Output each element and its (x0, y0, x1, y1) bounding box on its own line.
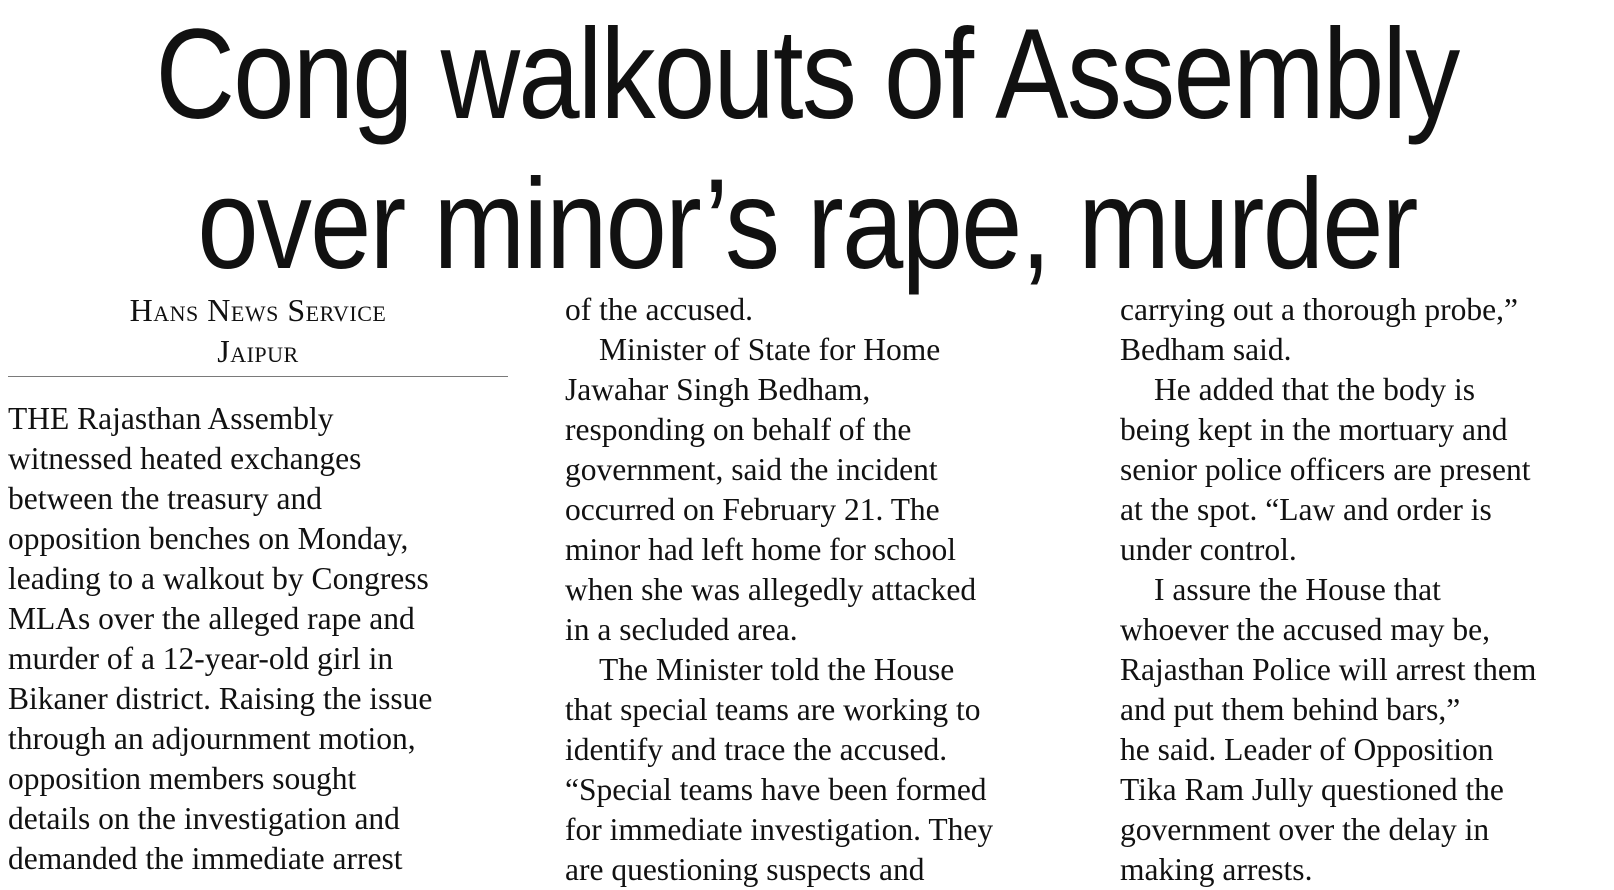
text-line: being kept in the mortuary and (1120, 412, 1508, 447)
text-line: MLAs over the alleged rape and (8, 601, 415, 636)
text-line: identify and trace the accused. (565, 732, 948, 767)
text-line: and put them behind bars,” (1120, 692, 1461, 727)
text-line: whoever the accused may be, (1120, 612, 1490, 647)
text-line: murder of a 12-year-old girl in (8, 641, 394, 676)
text-line: Jawahar Singh Bedham, (565, 372, 871, 407)
text-line: government over the delay in (1120, 812, 1490, 847)
text-line: Bikaner district. Raising the issue (8, 681, 433, 716)
text-line: opposition benches on Monday, (8, 521, 409, 556)
text-line: Rajasthan Police will arrest them (1120, 652, 1537, 687)
text-line: Minister of State for Home (599, 332, 941, 367)
text-line: he said. Leader of Opposition (1120, 732, 1494, 767)
byline-location: Jaipur (217, 333, 299, 369)
text-line: minor had left home for school (565, 532, 957, 567)
text-line: government, said the incident (565, 452, 938, 487)
headline-line-1: Cong walkouts of Assembly (155, 3, 1459, 146)
text-line: under control. (1120, 532, 1297, 567)
article-column-3 (1120, 290, 1610, 890)
headline-line-2: over minor’s rape, murder (197, 153, 1417, 296)
text-line: occurred on February 21. The (565, 492, 940, 527)
article-column-2 (565, 290, 1075, 890)
text-line: demanded the immediate arrest (8, 841, 403, 876)
text-line: Bedham said. (1120, 332, 1292, 367)
text-line: Tika Ram Jully questioned the (1120, 772, 1504, 807)
text-line: The Minister told the House (599, 652, 955, 687)
text-line: through an adjournment motion, (8, 721, 416, 756)
text-line: “Special teams have been formed (565, 772, 987, 807)
byline-service: Hans News Service (129, 292, 387, 328)
text-line: for immediate investigation. They (565, 812, 994, 847)
text-line: of the accused. (565, 292, 754, 327)
headline (113, 0, 1501, 300)
text-line: leading to a walkout by Congress (8, 561, 429, 596)
byline-divider (8, 376, 508, 377)
text-line: in a secluded area. (565, 612, 798, 647)
text-line: at the spot. “Law and order is (1120, 492, 1492, 527)
text-line: details on the investigation and (8, 801, 400, 836)
text-line: witnessed heated exchanges (8, 441, 362, 476)
text-line: making arrests. (1120, 852, 1313, 887)
text-line: that special teams are working to (565, 692, 981, 727)
text-line: He added that the body is (1154, 372, 1476, 407)
text-line: when she was allegedly attacked (565, 572, 977, 607)
text-line: are questioning suspects and (565, 852, 925, 887)
text-line: responding on behalf of the (565, 412, 912, 447)
text-line: I assure the House that (1154, 572, 1441, 607)
text-line: between the treasury and (8, 481, 322, 516)
text-line: carrying out a thorough probe,” (1120, 292, 1518, 327)
article-column-1 (8, 290, 508, 879)
text-line: opposition members sought (8, 761, 357, 796)
text-line: senior police officers are present (1120, 452, 1531, 487)
text-line: THE Rajasthan Assembly (8, 401, 334, 436)
